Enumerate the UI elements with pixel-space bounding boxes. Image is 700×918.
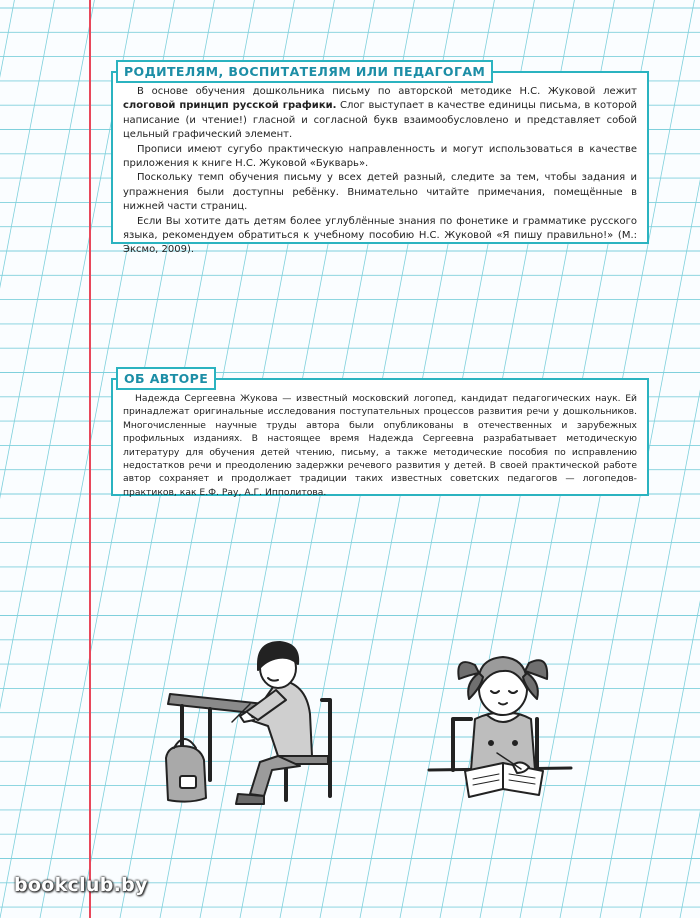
parents-paragraph-3: Поскольку темп обучения письму у всех детей разный, следите за тем, чтобы задания и упражнения были доступны ребёнку. Внимательно читайте примечания, помещённые в нижней части страниц. [123, 172, 637, 213]
parents-info-text [123, 85, 637, 258]
parents-info-box [111, 71, 649, 256]
red-margin-line [89, 0, 91, 918]
boy-writing-illustration [160, 630, 340, 810]
author-paragraph: Надежда Сергеевна Жукова — известный московский логопед, кандидат педагогических наук. Ей принадлежат оригинальные исследования поступательных процессов развития речи у дошкольников. Многочисленные научные труды автора были опубликованы в отечественных и зарубежных профильных изданиях. В настоящее время Надежда Сергеевна разрабатывает методическую литературу для обучения детей чтению, письму, а также методические пособия по исправлению недостатков речи и преодолению задержки речевого развития у детей. В своей практической работе автор сохраняет и продолжает традиции таких известных советских педагогов — логопедов-практиков, как Е.Ф. Рау, А.Г. Ипполитова. [123, 393, 637, 498]
parents-box-title: РОДИТЕЛЯМ, ВОСПИТАТЕЛЯМ ИЛИ ПЕДАГОГАМ [116, 60, 493, 83]
bookclub-watermark: bookclub.by [14, 874, 148, 896]
author-box-title: ОБ АВТОРЕ [116, 367, 216, 390]
slant-guide-line [0, 0, 54, 918]
slant-guide-line [680, 0, 700, 918]
author-info-text [123, 392, 637, 499]
bold-phrase: слоговой принцип русской графики. [123, 100, 337, 112]
parents-paragraph-2: Прописи имеют сугубо практическую направленность и могут использоваться в качестве приложения к книге Н.С. Жуковой «Букварь». [123, 143, 637, 170]
slant-guide-line [640, 0, 700, 918]
author-info-box [111, 378, 649, 496]
parents-paragraph-1: В основе обучения дошкольника письму по авторской методике Н.С. Жуковой лежит слоговой принцип русской графики. Слог выступает в качестве единицы письма, в которой написание (и чтение!) гласной и согласной букв взаимообусловлено и представляет собой цельный графический элемент. [123, 86, 637, 141]
parents-paragraph-4: Если Вы хотите дать детям более углублённые знания по фонетике и грамматике русского языка, рекомендуем обратиться к учебному пособию Н.С. Жуковой «Я пишу правильно!» (М.: Эксмо, 2009). [123, 215, 637, 256]
girl-writing-illustration [425, 635, 575, 815]
